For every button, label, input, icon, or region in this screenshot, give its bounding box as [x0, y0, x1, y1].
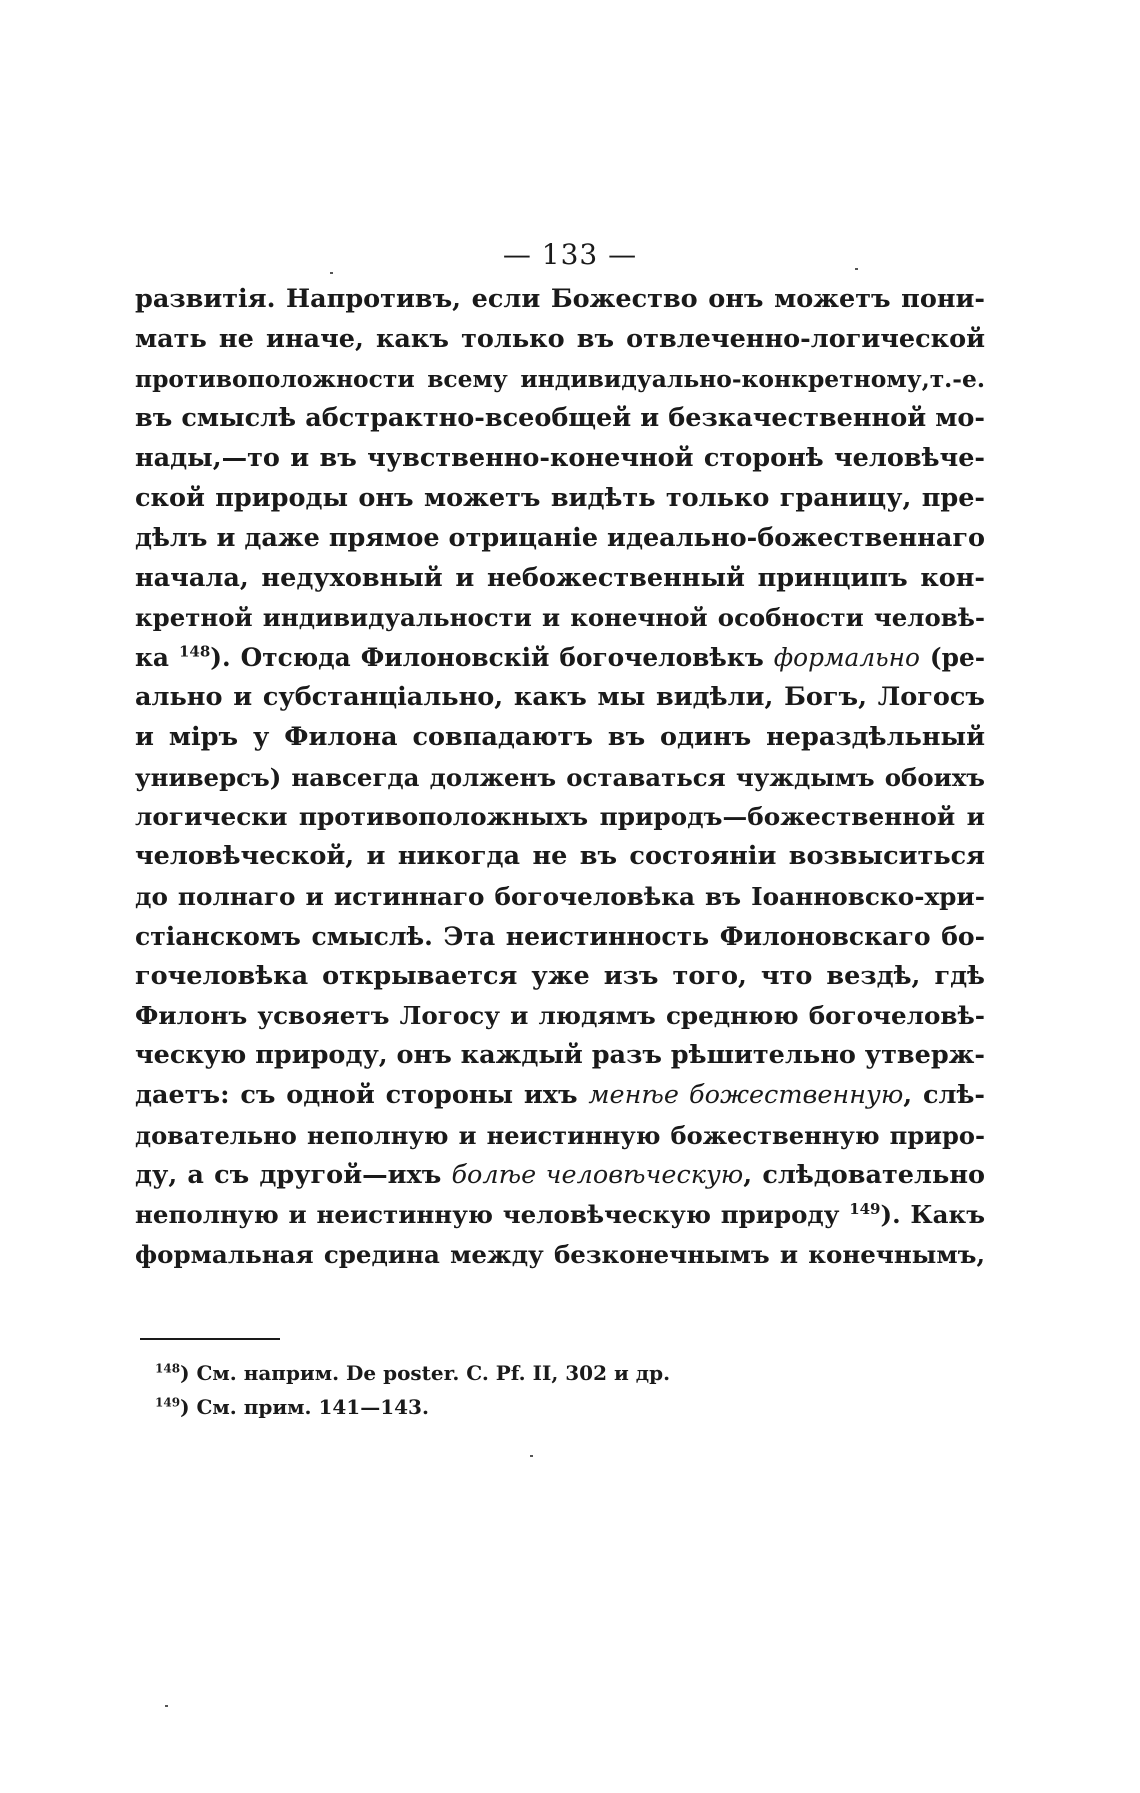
text-line — [135, 559, 985, 599]
text-line — [135, 1036, 985, 1076]
footnote — [155, 1390, 855, 1424]
text-segment: (ре- — [919, 643, 985, 673]
text-segment: мать не иначе, какъ только въ отвлеченно-логической — [135, 323, 985, 354]
text-line — [135, 1076, 985, 1116]
footnote-ref: 149 — [849, 1200, 881, 1219]
text-line — [135, 479, 985, 519]
text-segment: гочеловѣка открывается уже изъ того, что вездѣ, гдѣ — [135, 960, 985, 991]
text-segment: довательно неполную и неистинную божественную приро- — [135, 1120, 985, 1150]
text-line — [135, 280, 985, 320]
text-segment: ческую природу, онъ каждый разъ рѣшительно утверж- — [135, 1040, 985, 1071]
text-segment: неполную и неистинную человѣческую природу — [135, 1200, 850, 1230]
text-line — [135, 360, 985, 400]
text-segment: кретной индивидуальности и конечной особности человѣ- — [135, 603, 985, 633]
text-segment: формальная средина между безконечнымъ и конечнымъ, — [135, 1240, 985, 1270]
text-line — [135, 996, 985, 1036]
page-number: — 133 — — [502, 238, 638, 271]
text-segment: ской природы онъ можетъ видѣть только границу, пре- — [135, 482, 985, 513]
text-segment: и міръ у Филона совпадаютъ въ одинъ нераздѣльный — [135, 721, 985, 752]
text-segment: дѣлъ и даже прямое отрицаніе идеально-божественнаго — [135, 522, 985, 553]
text-segment: , слѣ- — [903, 1079, 985, 1110]
text-segment: стіанскомъ смыслѣ. Эта неистинность Филоновскаго бо- — [135, 920, 985, 951]
text-segment: , слѣдовательно — [743, 1159, 985, 1190]
text-segment: начала, недуховный и небожественный принципъ кон- — [135, 562, 985, 593]
text-segment: противоположности всему индивидуально-конкретному,т.-е. — [135, 364, 985, 393]
text-line — [135, 678, 985, 718]
text-segment: развитія. Напротивъ, если Божество онъ можетъ пони- — [135, 284, 985, 314]
italic-phrase: менѣе божественную — [588, 1079, 904, 1110]
text-segment: ). Отсюда Филоновскій богочеловѣкъ — [210, 643, 774, 673]
text-line — [135, 399, 985, 439]
footnote-rule — [140, 1338, 280, 1340]
text-line — [135, 1235, 985, 1275]
text-line — [135, 320, 985, 360]
footnote-number: 148 — [155, 1361, 181, 1376]
text-line — [135, 1116, 985, 1156]
text-line — [135, 1195, 985, 1235]
body-text — [135, 280, 985, 1275]
text-line — [135, 957, 985, 997]
text-segment: даетъ: съ одной стороны ихъ — [135, 1079, 589, 1110]
text-line — [135, 797, 985, 837]
text-segment: ). Какъ — [880, 1200, 985, 1230]
text-line — [135, 519, 985, 559]
text-segment: человѣческой, и никогда не въ состояніи возвыситься — [135, 841, 985, 872]
text-segment: универсъ) навсегда долженъ оставаться чуждымъ обоихъ — [135, 762, 985, 792]
text-line — [135, 439, 985, 479]
footnote-ref: 148 — [178, 642, 211, 661]
text-segment: въ смыслѣ абстрактно-всеобщей и безкачественной мо- — [135, 403, 985, 434]
footnote — [155, 1356, 855, 1390]
text-line — [135, 877, 985, 917]
text-line — [135, 598, 985, 638]
footnotes — [155, 1356, 855, 1424]
footnote-number: 149 — [155, 1395, 181, 1410]
text-line — [135, 917, 985, 957]
text-line — [135, 718, 985, 758]
text-segment: ка — [135, 643, 179, 673]
text-segment: ально и субстанціально, какъ мы видѣли, Богъ, Логосъ — [135, 681, 985, 712]
footnote-text: ) См. наприм. De poster. C. Pf. II, 302 и др. — [180, 1361, 671, 1385]
text-segment: ду, а съ другой—ихъ — [135, 1159, 452, 1190]
scan-speck — [855, 268, 858, 270]
scan-speck — [165, 1705, 168, 1707]
text-segment: логически противоположныхъ природъ—божественной и — [135, 802, 985, 832]
scan-speck — [530, 1455, 533, 1457]
text-segment: нады,—то и въ чувственно-конечной сторонѣ человѣче- — [135, 443, 985, 474]
text-line — [135, 638, 985, 678]
text-line — [135, 758, 985, 798]
italic-phrase: болѣе человѣческую — [451, 1159, 744, 1190]
text-segment: Филонъ усвояетъ Логосу и людямъ среднюю богочеловѣ- — [135, 1001, 985, 1031]
text-line — [135, 1156, 985, 1196]
text-line — [135, 837, 985, 877]
text-segment: до полнаго и истиннаго богочеловѣка въ Іоанновско-хри- — [135, 881, 985, 911]
footnote-text: ) См. прим. 141—143. — [180, 1395, 429, 1419]
italic-phrase: формально — [773, 643, 920, 673]
scan-speck — [330, 272, 333, 274]
